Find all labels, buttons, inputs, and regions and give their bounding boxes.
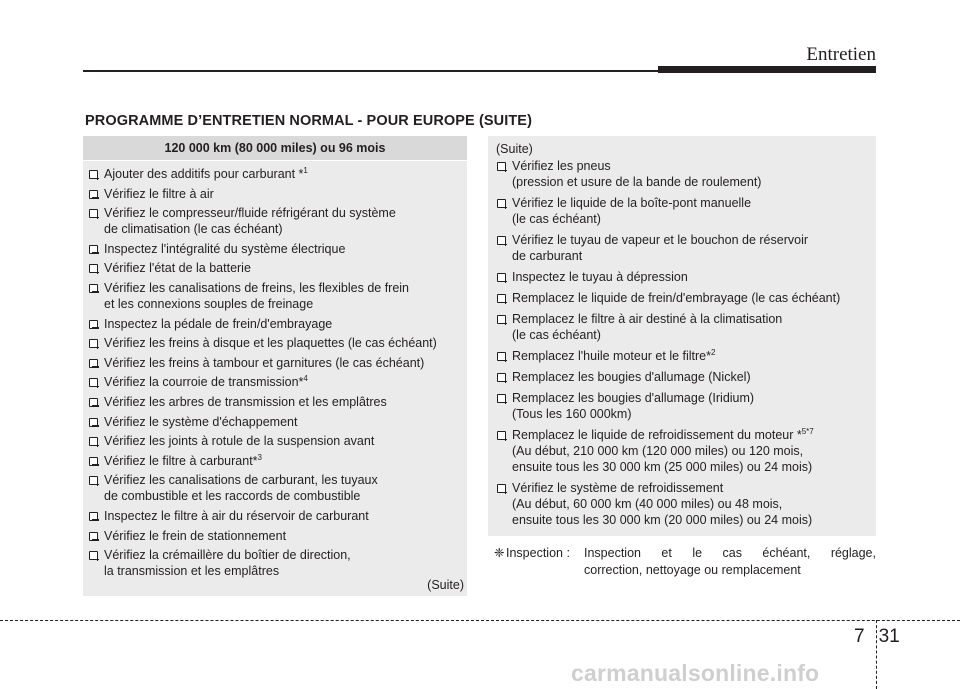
footnote-ref: 5*7 bbox=[801, 427, 814, 436]
checkbox-icon bbox=[89, 437, 98, 446]
footnote-ref: 4 bbox=[303, 374, 308, 384]
checklist-item bbox=[496, 480, 876, 528]
checklist-item bbox=[88, 414, 467, 430]
checklist-item bbox=[88, 453, 467, 469]
checkbox-icon bbox=[89, 532, 98, 541]
checklist-item bbox=[496, 195, 876, 227]
checklist-item-text: Remplacez les bougies d'allumage (Nickel) bbox=[512, 370, 751, 384]
checklist-item bbox=[496, 348, 876, 364]
checklist-item-text: Remplacez le filtre à air destiné à la climatisation (le cas échéant) bbox=[512, 312, 783, 342]
checkbox-icon bbox=[89, 398, 98, 407]
checkbox-icon bbox=[89, 378, 98, 387]
checklist-item bbox=[88, 205, 467, 237]
checklist-item-text: Remplacez l'huile moteur et le filtre* bbox=[512, 349, 711, 363]
checkbox-icon bbox=[497, 373, 506, 382]
checklist-item-text: Remplacez le liquide de refroidissement du moteur * bbox=[512, 428, 802, 442]
checklist-item bbox=[496, 269, 876, 285]
footnote-ref: 3 bbox=[257, 452, 262, 462]
checklist-item-text: Vérifiez les canalisations de carburant, les tuyaux de combustible et les raccords de combustible bbox=[104, 473, 378, 504]
checklist-item-text: Vérifiez les canalisations de freins, les flexibles de frein et les connexions souples de freinage bbox=[104, 280, 410, 311]
interval-header: 120 000 km (80 000 miles) ou 96 mois bbox=[83, 136, 467, 161]
checkbox-icon bbox=[497, 162, 506, 171]
checklist-item bbox=[496, 232, 876, 264]
checklist-item bbox=[88, 335, 467, 351]
checklist-item bbox=[496, 369, 876, 385]
checklist-item bbox=[496, 158, 876, 190]
checklist-item bbox=[496, 311, 876, 343]
checklist-item-detail: (Au début, 210 000 km (120 000 miles) ou 120 mois, ensuite tous les 30 000 km (25 000 miles) ou 24 mois) bbox=[512, 444, 813, 474]
checklist-item-text: Vérifiez les joints à rotule de la suspension avant bbox=[104, 434, 375, 449]
checklist-item-text: Inspectez la pédale de frein/d'embrayage bbox=[104, 316, 333, 331]
checkbox-icon bbox=[89, 245, 98, 254]
checkbox-icon bbox=[497, 273, 506, 282]
checklist-item-text: Remplacez les bougies d'allumage (Iridium) (Tous les 160 000km) bbox=[512, 391, 755, 421]
page-number-value: 31 bbox=[878, 626, 900, 647]
footnote-ref: 1 bbox=[303, 166, 308, 175]
checklist-item-text: Vérifiez la courroie de transmission* bbox=[104, 375, 304, 390]
checkbox-icon bbox=[497, 484, 506, 493]
checklist-item-text: Vérifiez les freins à tambour et garnitures (le cas échéant) bbox=[104, 355, 425, 370]
checkbox-icon bbox=[89, 512, 98, 521]
checkbox-icon bbox=[89, 339, 98, 348]
right-column bbox=[488, 136, 876, 536]
checklist-item-text: Vérifiez le frein de stationnement bbox=[104, 528, 287, 543]
checkbox-icon bbox=[497, 431, 506, 440]
checklist-item-text: Inspectez le filtre à air du réservoir de carburant bbox=[104, 508, 369, 523]
checkbox-icon bbox=[89, 264, 98, 273]
checkbox-icon bbox=[497, 315, 506, 324]
checklist-item bbox=[88, 528, 467, 544]
note-line: correction, nettoyage ou remplacement bbox=[584, 563, 801, 577]
checklist-item-text: Vérifiez le compresseur/fluide réfrigérant du système de climatisation (le cas échéant) bbox=[104, 206, 396, 237]
checklist-item bbox=[88, 280, 467, 312]
checklist-item-text: Vérifiez le filtre à air bbox=[104, 186, 214, 201]
checklist-item bbox=[496, 390, 876, 422]
left-checklist bbox=[83, 161, 467, 579]
checkbox-icon bbox=[89, 359, 98, 368]
checklist-item bbox=[88, 547, 467, 579]
checklist-item bbox=[88, 166, 467, 182]
checklist-item-text: Vérifiez le liquide de la boîte-pont manuelle (le cas échéant) bbox=[512, 196, 752, 226]
checkbox-icon bbox=[89, 551, 98, 560]
checklist-item bbox=[88, 355, 467, 371]
checklist-item bbox=[496, 427, 876, 475]
checklist-item-text: Vérifiez le système d'échappement bbox=[104, 414, 298, 429]
checkbox-icon bbox=[89, 209, 98, 218]
footnote-ref: 2 bbox=[711, 348, 716, 357]
checklist-item bbox=[88, 374, 467, 390]
page-number bbox=[854, 626, 900, 648]
checklist-item-text: Vérifiez le système de refroidissement (Au début, 60 000 km (40 000 miles) ou 48 mois, ensuite tous les 30 000 km (20 000 miles) ou 24 mois) bbox=[512, 481, 813, 527]
header-rule-thick bbox=[658, 66, 876, 73]
checklist-item bbox=[88, 241, 467, 257]
note-term: Inspection : bbox=[506, 546, 570, 560]
suite-label: (Suite) bbox=[427, 578, 464, 592]
checklist-item-text: Inspectez le tuyau à dépression bbox=[512, 270, 688, 284]
checklist-item-text: Vérifiez les freins à disque et les plaquettes (le cas échéant) bbox=[104, 336, 437, 351]
watermark: carmanualsonline.info bbox=[571, 660, 820, 686]
section-title: PROGRAMME D’ENTRETIEN NORMAL - POUR EUROPE (SUITE) bbox=[85, 113, 532, 129]
checklist-item-text: Vérifiez les arbres de transmission et les emplâtres bbox=[104, 394, 387, 409]
checkbox-icon bbox=[497, 199, 506, 208]
checklist-item bbox=[88, 433, 467, 449]
checklist-item bbox=[88, 316, 467, 332]
checkbox-icon bbox=[497, 294, 506, 303]
checklist-item bbox=[88, 394, 467, 410]
checklist-item-text: Vérifiez le filtre à carburant* bbox=[104, 453, 258, 468]
checkbox-icon bbox=[89, 284, 98, 293]
checklist-item bbox=[88, 508, 467, 524]
checkbox-icon bbox=[89, 190, 98, 199]
checklist-item-text: Remplacez le liquide de frein/d'embrayage (le cas échéant) bbox=[512, 291, 841, 305]
checkbox-icon bbox=[497, 394, 506, 403]
suite-label-top: (Suite) bbox=[496, 142, 533, 156]
checklist-item-text: Vérifiez l'état de la batterie bbox=[104, 261, 251, 276]
checkbox-icon bbox=[89, 418, 98, 427]
right-checklist bbox=[488, 157, 876, 528]
checklist-item-text: Vérifiez la crémaillère du boîtier de direction, la transmission et les emplâtres bbox=[104, 548, 351, 579]
checkbox-icon bbox=[89, 170, 98, 179]
checklist-item bbox=[496, 290, 876, 306]
checklist-item-text: Ajouter des additifs pour carburant * bbox=[104, 167, 304, 181]
checkbox-icon bbox=[497, 352, 506, 361]
header-rule bbox=[83, 70, 658, 72]
checklist-item-text: Vérifiez les pneus (pression et usure de la bande de roulement) bbox=[512, 159, 762, 189]
note-symbol-icon: ❈ bbox=[494, 546, 505, 560]
inspection-note bbox=[494, 545, 876, 579]
left-column bbox=[83, 136, 467, 596]
checkbox-icon bbox=[89, 457, 98, 466]
checklist-item bbox=[88, 260, 467, 276]
checkbox-icon bbox=[497, 236, 506, 245]
checklist-item bbox=[88, 472, 467, 504]
checkbox-icon bbox=[89, 320, 98, 329]
checklist-item bbox=[88, 186, 467, 202]
chapter-title: Entretien bbox=[806, 44, 876, 65]
footer-dashed-rule bbox=[0, 620, 960, 621]
note-definition bbox=[584, 545, 876, 579]
note-line: Inspection et le cas échéant, réglage, bbox=[584, 546, 876, 560]
checkbox-icon bbox=[89, 476, 98, 485]
chapter-number: 7 bbox=[854, 626, 865, 647]
checklist-item-text: Vérifiez le tuyau de vapeur et le bouchon de réservoir de carburant bbox=[512, 233, 809, 263]
checklist-item-text: Inspectez l'intégralité du système électrique bbox=[104, 241, 346, 256]
